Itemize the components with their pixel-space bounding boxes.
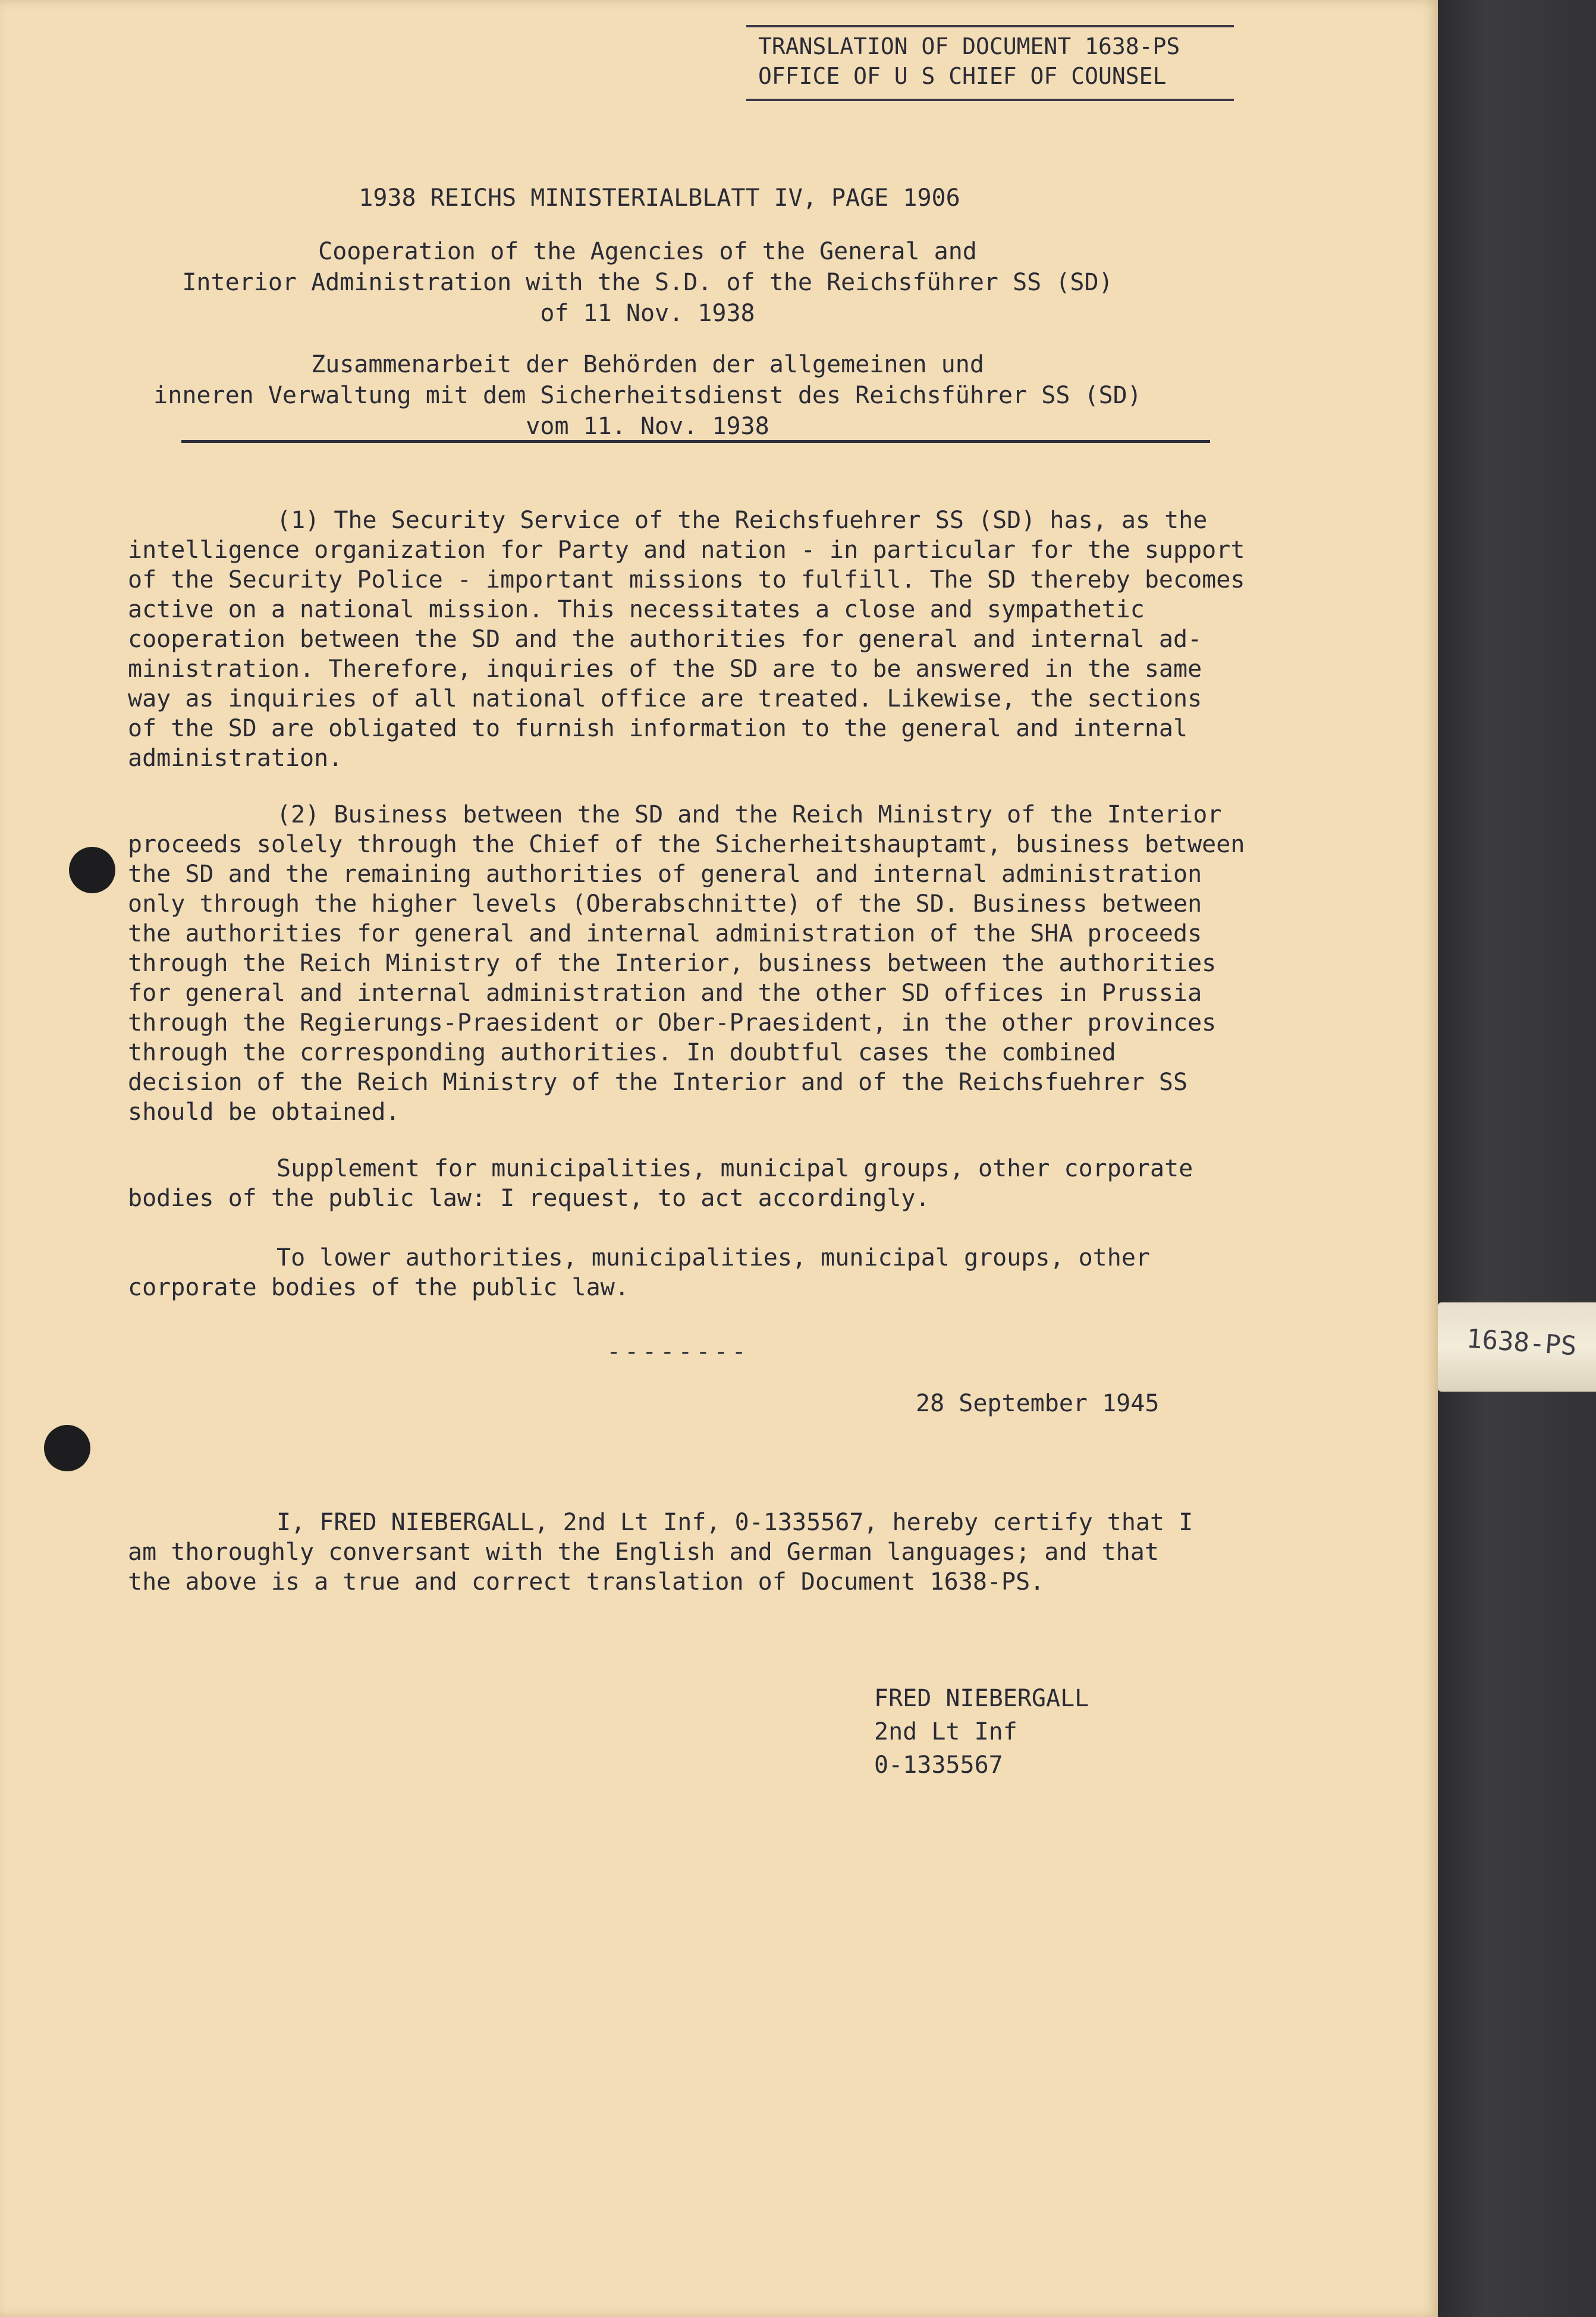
paragraph-2-line: only through the higher levels (Oberabschnitte) of the SD. Business between	[128, 890, 1202, 918]
paragraph-2-line: the SD and the remaining authorities of general and internal administration	[128, 861, 1202, 888]
paragraph-2-line: through the Regierungs-Praesident or Ober-Praesident, in the other provinces	[128, 1009, 1217, 1037]
paragraph-1-line: intelligence organization for Party and nation - in particular for the support	[128, 536, 1245, 564]
certification-line: am thoroughly conversant with the English and German languages; and that	[128, 1539, 1159, 1566]
paragraph-1-line: way as inquiries of all national office are treated. Likewise, the sections	[128, 685, 1202, 712]
paragraph-2-line: (2) Business between the SD and the Reich Ministry of the Interior	[277, 801, 1222, 828]
binder-edge	[1438, 0, 1596, 2317]
translation-header	[746, 25, 1234, 101]
paragraph-2	[128, 800, 1317, 1127]
paragraph-2-line: the authorities for general and internal administration of the SHA proceeds	[128, 920, 1202, 947]
paragraph-1-line: cooperation between the SD and the authorities for general and internal ad-	[128, 626, 1202, 653]
english-title-line-3: of 11 Nov. 1938	[540, 300, 755, 327]
english-title-line-1: Cooperation of the Agencies of the General and	[318, 238, 977, 265]
header-line-1: TRANSLATION OF DOCUMENT 1638-PS	[758, 33, 1180, 59]
addressees-paragraph	[128, 1243, 1317, 1302]
paragraph-1-line: administration.	[128, 745, 343, 772]
document-tab-label: 1638-PS	[1465, 1323, 1578, 1362]
paragraph-1-line: (1) The Security Service of the Reichsfuehrer SS (SD) has, as the	[277, 507, 1208, 534]
english-title-line-2: Interior Administration with the S.D. of the Reichsführer SS (SD)	[182, 269, 1113, 296]
signature-block	[874, 1682, 1089, 1782]
punch-hole-bottom	[44, 1425, 90, 1471]
certification-paragraph	[128, 1508, 1317, 1597]
signature-name: FRED NIEBERGALL	[874, 1685, 1089, 1712]
paragraph-2-line: through the Reich Ministry of the Interior, business between the authorities	[128, 950, 1217, 977]
document-title: 1938 REICHS MINISTERIALBLATT IV, PAGE 1906	[359, 184, 960, 212]
addressees-line: corporate bodies of the public law.	[128, 1274, 629, 1301]
paragraph-2-line: proceeds solely through the Chief of the Sicherheitshauptamt, business between	[128, 831, 1245, 858]
german-title-line-1: Zusammenarbeit der Behörden der allgemeinen und	[311, 351, 984, 378]
supplement-line: bodies of the public law: I request, to act accordingly.	[128, 1185, 930, 1212]
certification-line: I, FRED NIEBERGALL, 2nd Lt Inf, 0-1335567, hereby certify that I	[277, 1509, 1193, 1536]
supplement-paragraph	[128, 1154, 1317, 1213]
paragraph-2-line: decision of the Reich Ministry of the Interior and of the Reichsfuehrer SS	[128, 1069, 1188, 1096]
addressees-line: To lower authorities, municipalities, municipal groups, other	[277, 1244, 1151, 1271]
paragraph-1	[128, 506, 1317, 773]
paragraph-1-line: of the Security Police - important missions to fulfill. The SD thereby becomes	[128, 566, 1245, 594]
punch-hole-top	[69, 847, 115, 893]
paragraph-1-line: active on a national mission. This necessitates a close and sympathetic	[128, 596, 1145, 623]
certification-date: 28 September 1945	[916, 1390, 1160, 1417]
paragraph-2-line: for general and internal administration and the other SD offices in Prussia	[128, 979, 1202, 1007]
supplement-line: Supplement for municipalities, municipal groups, other corporate	[277, 1155, 1193, 1182]
paragraph-2-line: should be obtained.	[128, 1098, 400, 1126]
paragraph-1-line: ministration. Therefore, inquiries of the SD are to be answered in the same	[128, 655, 1202, 683]
signature-serial: 0-1335567	[874, 1751, 1003, 1779]
signature-rank: 2nd Lt Inf	[874, 1718, 1017, 1745]
title-rule	[181, 440, 1210, 443]
german-title-line-2: inneren Verwaltung mit dem Sicherheitsdienst des Reichsführer SS (SD)	[153, 382, 1142, 409]
paragraph-2-line: through the corresponding authorities. In doubtful cases the combined	[128, 1039, 1116, 1066]
header-line-2: OFFICE OF U S CHIEF OF COUNSEL	[758, 63, 1167, 89]
german-title-line-3: vom 11. Nov. 1938	[526, 413, 769, 440]
paragraph-1-line: of the SD are obligated to furnish information to the general and internal	[128, 715, 1188, 742]
document-tab	[1438, 1302, 1596, 1392]
separator-dashes: --------	[607, 1338, 750, 1365]
certification-line: the above is a true and correct translation of Document 1638-PS.	[128, 1568, 1045, 1596]
